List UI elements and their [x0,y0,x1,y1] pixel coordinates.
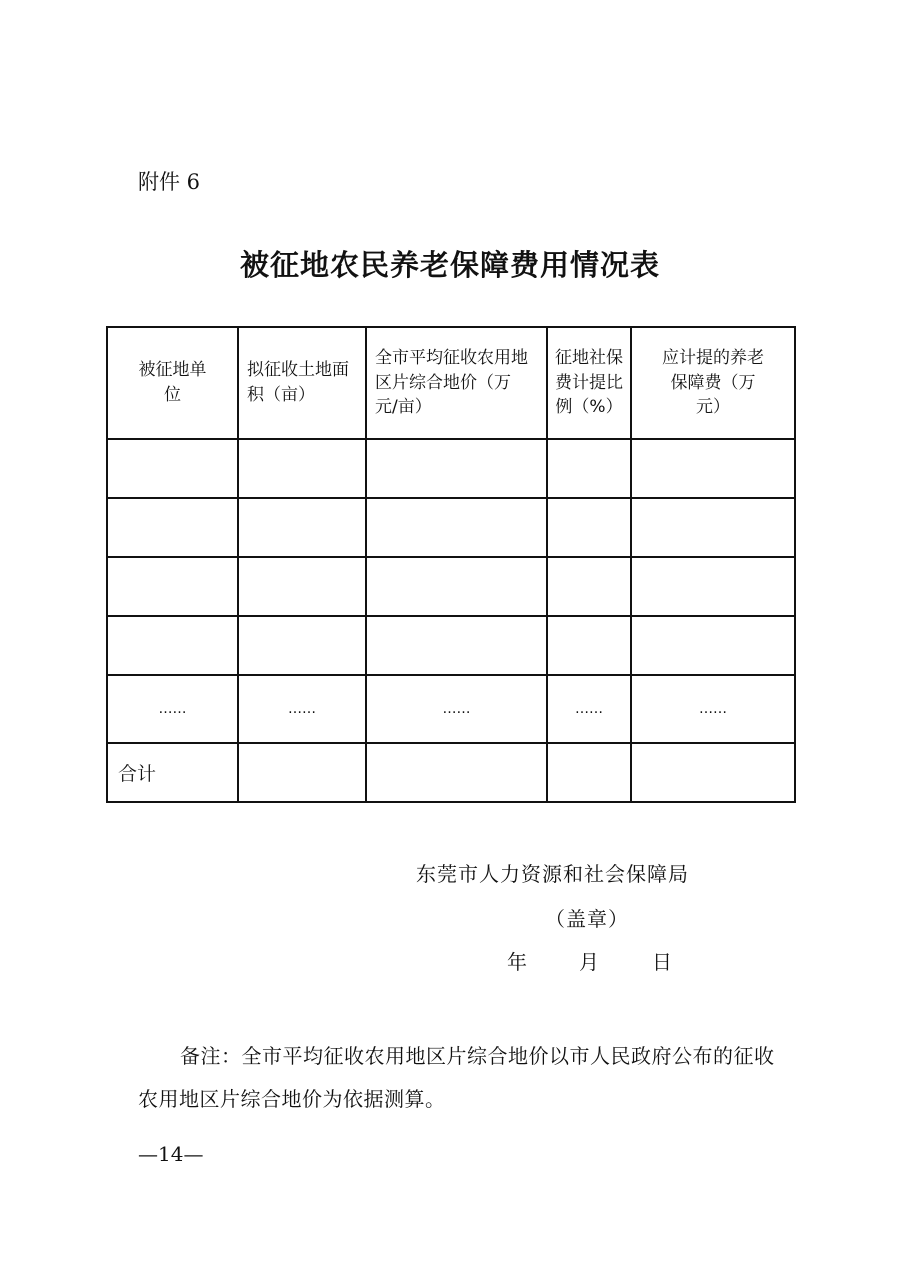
table-cell [238,498,366,557]
table-row [107,498,795,557]
table-cell [547,616,631,675]
table-header-row [107,327,795,439]
table-cell [238,743,366,802]
issuing-organization: 东莞市人力资源和社会保障局 [416,862,689,886]
table-cell [107,616,238,675]
table-cell [631,439,795,498]
ellipsis-cell: …… [547,675,631,743]
table-cell [366,743,547,802]
table-cell [631,498,795,557]
header-unit: 被征地单位 [107,327,238,439]
total-label: 合计 [107,743,238,802]
date-month: 月 [579,950,599,974]
table-cell [547,439,631,498]
table-cell [238,616,366,675]
page-title: 被征地农民养老保障费用情况表 [239,248,660,282]
table-cell [547,743,631,802]
ellipsis-row [107,675,795,743]
table-row [107,439,795,498]
remark-note: 备注：全市平均征收农用地区片综合地价以市人民政府公布的征收农用地区片综合地价为依据测算。 [138,1044,775,1111]
table-cell [547,557,631,616]
table-cell [107,498,238,557]
seal-placeholder: （盖章） [545,907,629,931]
table-cell [631,743,795,802]
ellipsis-cell: …… [631,675,795,743]
attachment-label: 附件 6 [138,170,201,194]
ellipsis-cell: …… [238,675,366,743]
table-row [107,557,795,616]
table-cell [631,557,795,616]
ellipsis-cell: …… [107,675,238,743]
header-ratio: 征地社保费计提比例（%） [547,327,631,439]
date-year: 年 [507,950,527,974]
table-cell [366,616,547,675]
table-row [107,616,795,675]
header-area: 拟征收土地面积（亩） [238,327,366,439]
table-cell [366,439,547,498]
table-cell [631,616,795,675]
header-pension-fee: 应计提的养老保障费（万元） [631,327,795,439]
table-cell [366,557,547,616]
table-cell [238,439,366,498]
table-cell [107,557,238,616]
total-row [107,743,795,802]
table-cell [107,439,238,498]
table-cell [238,557,366,616]
table-cell [366,498,547,557]
date-day: 日 [652,950,672,974]
ellipsis-cell: …… [366,675,547,743]
expense-table [106,326,796,803]
table-cell [547,498,631,557]
header-land-price: 全市平均征收农用地区片综合地价（万元/亩） [366,327,547,439]
page-number: —14— [138,1142,204,1166]
